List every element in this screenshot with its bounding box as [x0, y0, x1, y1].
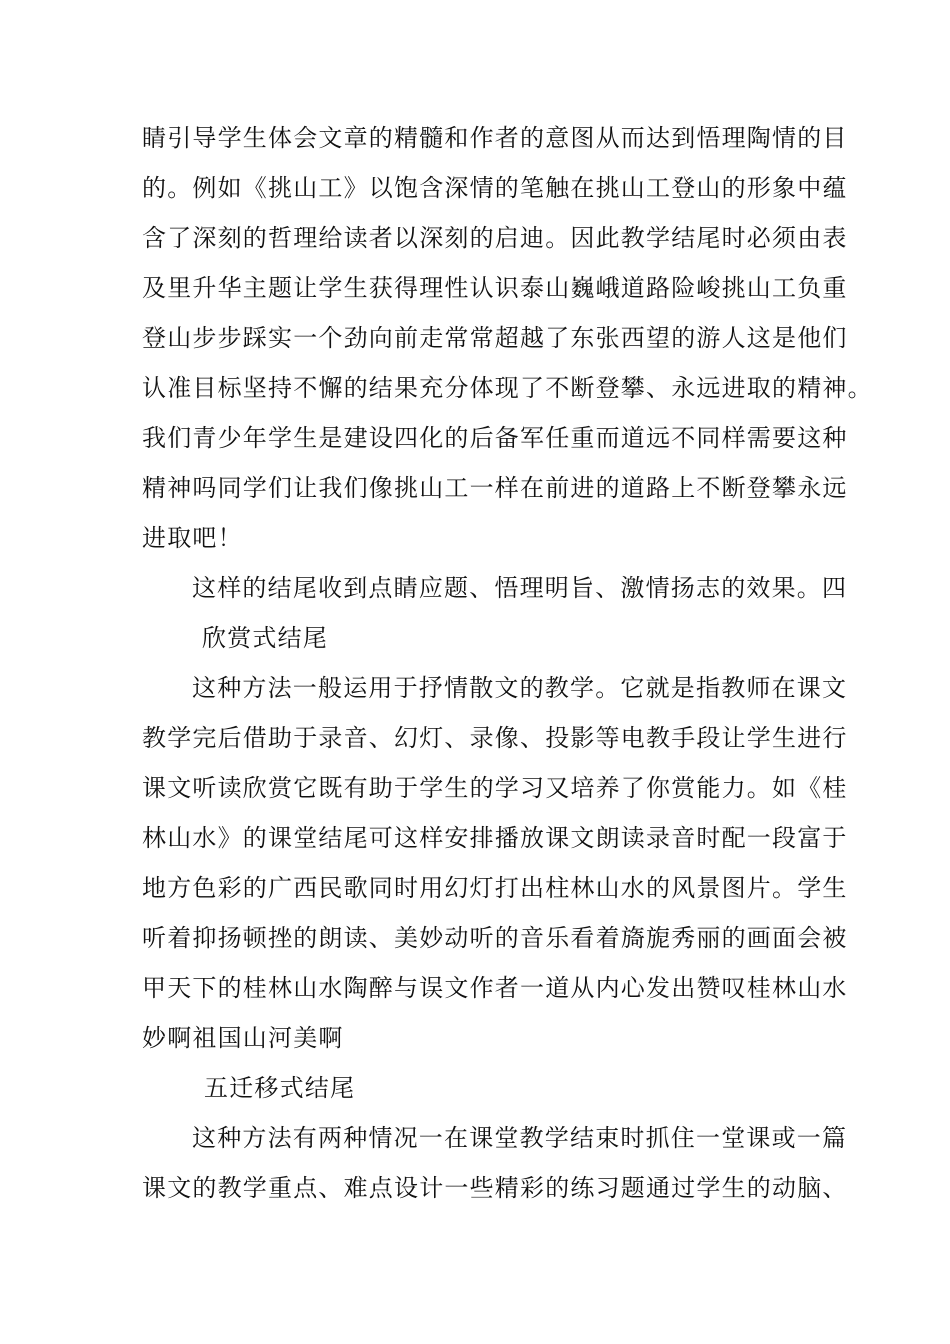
- text-line: 甲天下的桂林山水陶醉与误文作者一道从内心发出赞叹桂林山水: [142, 974, 848, 1002]
- text-line: 课文的教学重点、难点设计一些精彩的练习题通过学生的动脑、: [142, 1174, 848, 1202]
- section-heading: 五迁移式结尾: [204, 1074, 356, 1102]
- section-heading: 欣赏式结尾: [202, 624, 328, 652]
- text-line: 地方色彩的广西民歌同时用幻灯打出柱林山水的风景图片。学生: [142, 874, 848, 902]
- paragraph-line: 这样的结尾收到点睛应题、悟理明旨、激情扬志的效果。四: [192, 574, 848, 602]
- text-line: 睛引导学生体会文章的精髓和作者的意图从而达到悟理陶情的目: [142, 124, 848, 152]
- text-line: 妙啊祖国山河美啊: [142, 1024, 344, 1052]
- text-line: 的。例如《挑山工》以饱含深情的笔触在挑山工登山的形象中蕴: [142, 174, 848, 202]
- text-line: 进取吧！: [142, 524, 243, 552]
- text-line: 林山水》的课堂结尾可这样安排播放课文朗读录音时配一段富于: [142, 824, 848, 852]
- text-line: 听着抑扬顿挫的朗读、美妙动听的音乐看着旖旎秀丽的画面会被: [142, 924, 848, 952]
- text-line: 课文听读欣赏它既有助于学生的学习又培养了你赏能力。如《桂: [142, 774, 848, 802]
- text-line: 我们青少年学生是建设四化的后备军任重而道远不同样需要这种: [142, 424, 848, 452]
- paragraph-line: 这种方法有两种情况一在课堂教学结束时抓住一堂课或一篇: [192, 1124, 848, 1152]
- paragraph-line: 这种方法一般运用于抒情散文的教学。它就是指教师在课文: [192, 674, 848, 702]
- text-line: 认准目标坚持不懈的结果充分体现了不断登攀、永远进取的精神。: [142, 374, 873, 402]
- text-line: 精神吗同学们让我们像挑山工一样在前进的道路上不断登攀永远: [142, 474, 848, 502]
- text-line: 含了深刻的哲理给读者以深刻的启迪。因此教学结尾时必须由表: [142, 224, 848, 252]
- text-line: 及里升华主题让学生获得理性认识泰山巍峨道路险峻挑山工负重: [142, 274, 848, 302]
- text-line: 登山步步踩实一个劲向前走常常超越了东张西望的游人这是他们: [142, 324, 848, 352]
- text-line: 教学完后借助于录音、幻灯、录像、投影等电教手段让学生进行: [142, 724, 848, 752]
